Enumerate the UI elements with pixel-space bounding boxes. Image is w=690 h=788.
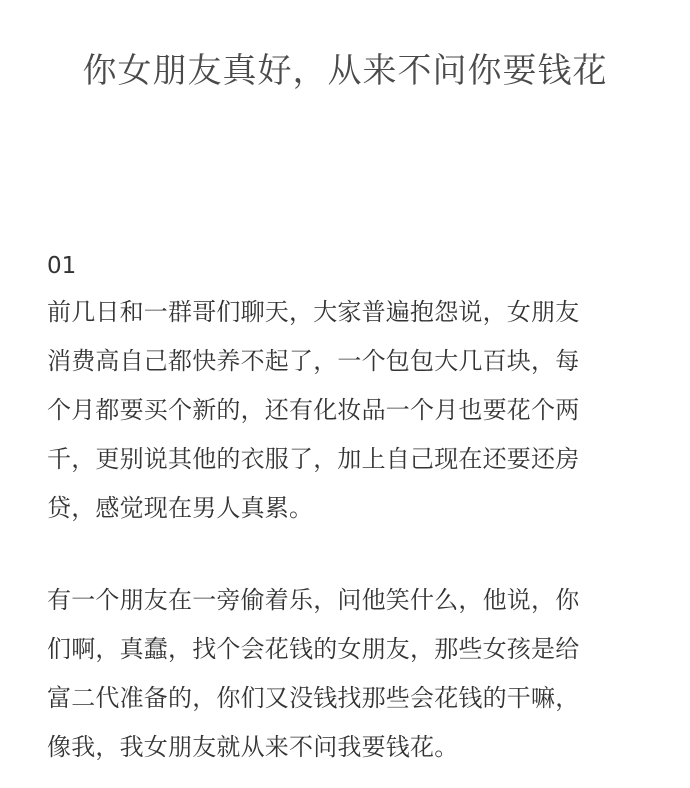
paragraph-line: 千，更别说其他的衣服了，加上自己现在还要还房	[47, 445, 580, 473]
article-title: 你女朋友真好，从来不问你要钱花	[82, 51, 608, 91]
paragraph-1	[47, 288, 647, 533]
paragraph-line: 有一个朋友在一旁偷着乐，问他笑什么，他说，你	[47, 586, 580, 614]
paragraph-line: 像我，我女朋友就从来不问我要钱花。	[47, 733, 459, 761]
paragraph-line: 贷，感觉现在男人真累。	[47, 494, 314, 522]
paragraph-line: 个月都要买个新的，还有化妆品一个月也要花个两	[47, 396, 580, 424]
paragraph-line: 消费高自己都快养不起了，一个包包大几百块，每	[47, 347, 580, 375]
section-number: 01	[47, 253, 77, 279]
paragraph-line: 们啊，真蠢，找个会花钱的女朋友，那些女孩是给	[47, 635, 580, 663]
paragraph-2	[47, 576, 647, 772]
paragraph-line: 前几日和一群哥们聊天，大家普遍抱怨说，女朋友	[47, 298, 580, 326]
paragraph-line: 富二代准备的，你们又没钱找那些会花钱的干嘛，	[47, 684, 580, 712]
